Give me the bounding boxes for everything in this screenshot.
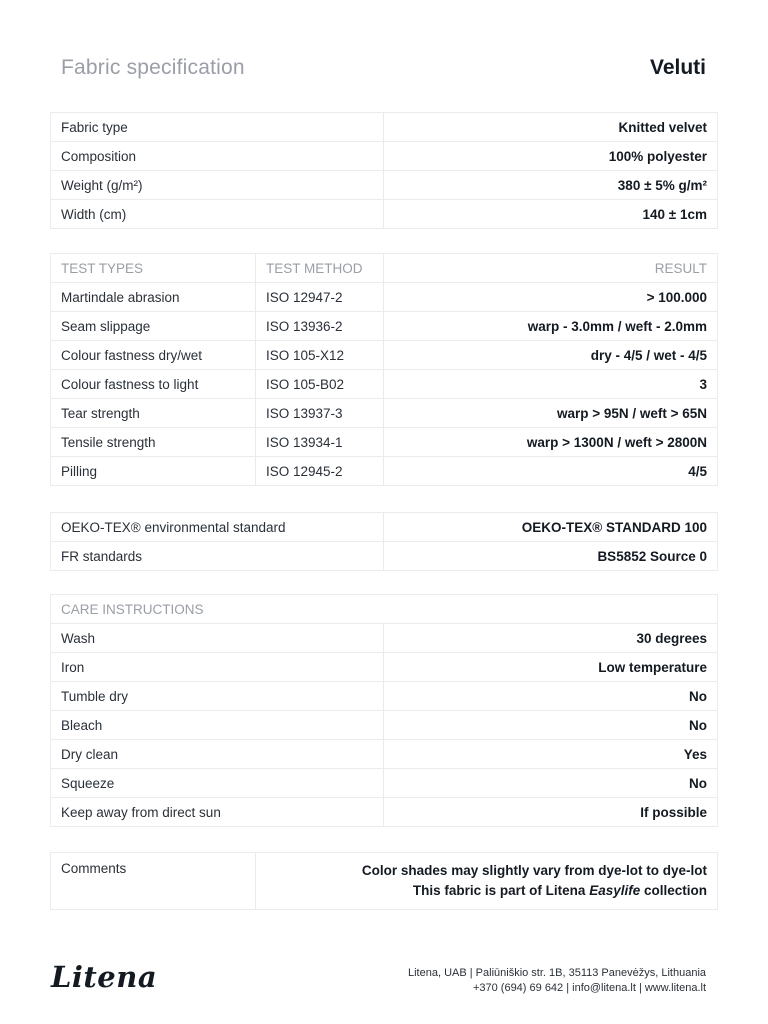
comment-line-1: Color shades may slightly vary from dye-lot to dye-lot <box>361 863 707 878</box>
table-row <box>51 200 718 229</box>
row-label: Fabric type <box>51 113 384 142</box>
row-label: Dry clean <box>51 740 384 769</box>
table-row <box>51 624 718 653</box>
test-method: ISO 12945-2 <box>256 457 384 486</box>
header-test-types: TEST TYPES <box>51 254 256 283</box>
row-label: Bleach <box>51 711 384 740</box>
table-row <box>51 113 718 142</box>
table-row <box>51 171 718 200</box>
care-table <box>50 594 718 827</box>
table-row <box>51 711 718 740</box>
row-value: No <box>384 769 718 798</box>
table-row <box>51 653 718 682</box>
test-type: Tensile strength <box>51 428 256 457</box>
row-value: 380 ± 5% g/m² <box>384 171 718 200</box>
table-row <box>51 682 718 711</box>
row-label: Iron <box>51 653 384 682</box>
comments-label: Comments <box>51 853 256 910</box>
test-type: Pilling <box>51 457 256 486</box>
test-method: ISO 13937-3 <box>256 399 384 428</box>
footer-address: Litena, UAB | Paliūniškio str. 1B, 35113 Panevėžys, Lithuania <box>408 967 706 979</box>
row-value: Low temperature <box>384 653 718 682</box>
test-method: ISO 13936-2 <box>256 312 384 341</box>
row-label: OEKO-TEX® environmental standard <box>51 513 384 542</box>
table-row <box>51 740 718 769</box>
table-row <box>51 283 718 312</box>
table-row <box>51 853 718 910</box>
table-row <box>51 142 718 171</box>
test-type: Tear strength <box>51 399 256 428</box>
footer-contact-line: +370 (694) 69 642 | info@litena.lt | www.litena.lt <box>472 982 706 994</box>
care-header: CARE INSTRUCTIONS <box>51 595 718 624</box>
row-value: Knitted velvet <box>384 113 718 142</box>
row-value: No <box>384 682 718 711</box>
litena-logo: Litena <box>51 960 158 994</box>
row-label: Tumble dry <box>51 682 384 711</box>
test-method: ISO 105-X12 <box>256 341 384 370</box>
table-header-row <box>51 595 718 624</box>
test-method: ISO 13934-1 <box>256 428 384 457</box>
test-type: Colour fastness dry/wet <box>51 341 256 370</box>
standards-table <box>50 512 718 571</box>
row-value: No <box>384 711 718 740</box>
footer-contact <box>408 966 706 996</box>
fabric-table <box>50 112 718 229</box>
table-row <box>51 312 718 341</box>
row-label: Keep away from direct sun <box>51 798 384 827</box>
header-test-method: TEST METHOD <box>256 254 384 283</box>
test-method: ISO 12947-2 <box>256 283 384 312</box>
table-row <box>51 542 718 571</box>
test-result: 3 <box>384 370 718 399</box>
test-type: Colour fastness to light <box>51 370 256 399</box>
comment-line-2-prefix: This fabric is part of Litena <box>412 883 590 898</box>
row-label: Weight (g/m²) <box>51 171 384 200</box>
page-title: Fabric specification <box>61 56 245 79</box>
test-result: 4/5 <box>384 457 718 486</box>
test-result: warp > 95N / weft > 65N <box>384 399 718 428</box>
test-result: dry - 4/5 / wet - 4/5 <box>384 341 718 370</box>
table-row <box>51 428 718 457</box>
row-value: 100% polyester <box>384 142 718 171</box>
row-label: Squeeze <box>51 769 384 798</box>
row-value: Yes <box>384 740 718 769</box>
table-row <box>51 370 718 399</box>
row-label: Width (cm) <box>51 200 384 229</box>
row-value: OEKO-TEX® STANDARD 100 <box>384 513 718 542</box>
product-name: Veluti <box>649 56 706 79</box>
row-label: FR standards <box>51 542 384 571</box>
table-row <box>51 399 718 428</box>
table-row <box>51 769 718 798</box>
test-type: Martindale abrasion <box>51 283 256 312</box>
table-row <box>51 798 718 827</box>
test-type: Seam slippage <box>51 312 256 341</box>
row-value: 30 degrees <box>384 624 718 653</box>
test-method: ISO 105-B02 <box>256 370 384 399</box>
table-row <box>51 341 718 370</box>
table-header-row <box>51 254 718 283</box>
collection-brand: Easylife <box>589 883 641 898</box>
table-row <box>51 457 718 486</box>
test-result: > 100.000 <box>384 283 718 312</box>
tests-table <box>50 253 718 486</box>
row-label: Wash <box>51 624 384 653</box>
row-value: If possible <box>384 798 718 827</box>
header-result: RESULT <box>384 254 718 283</box>
table-row <box>51 513 718 542</box>
comments-table <box>50 852 718 910</box>
row-value: BS5852 Source 0 <box>384 542 718 571</box>
comment-line-2 <box>266 881 707 901</box>
test-result: warp > 1300N / weft > 2800N <box>384 428 718 457</box>
row-value: 140 ± 1cm <box>384 200 718 229</box>
comment-line-2-suffix: collection <box>640 883 707 898</box>
row-label: Composition <box>51 142 384 171</box>
comments-value <box>256 853 718 910</box>
test-result: warp - 3.0mm / weft - 2.0mm <box>384 312 718 341</box>
